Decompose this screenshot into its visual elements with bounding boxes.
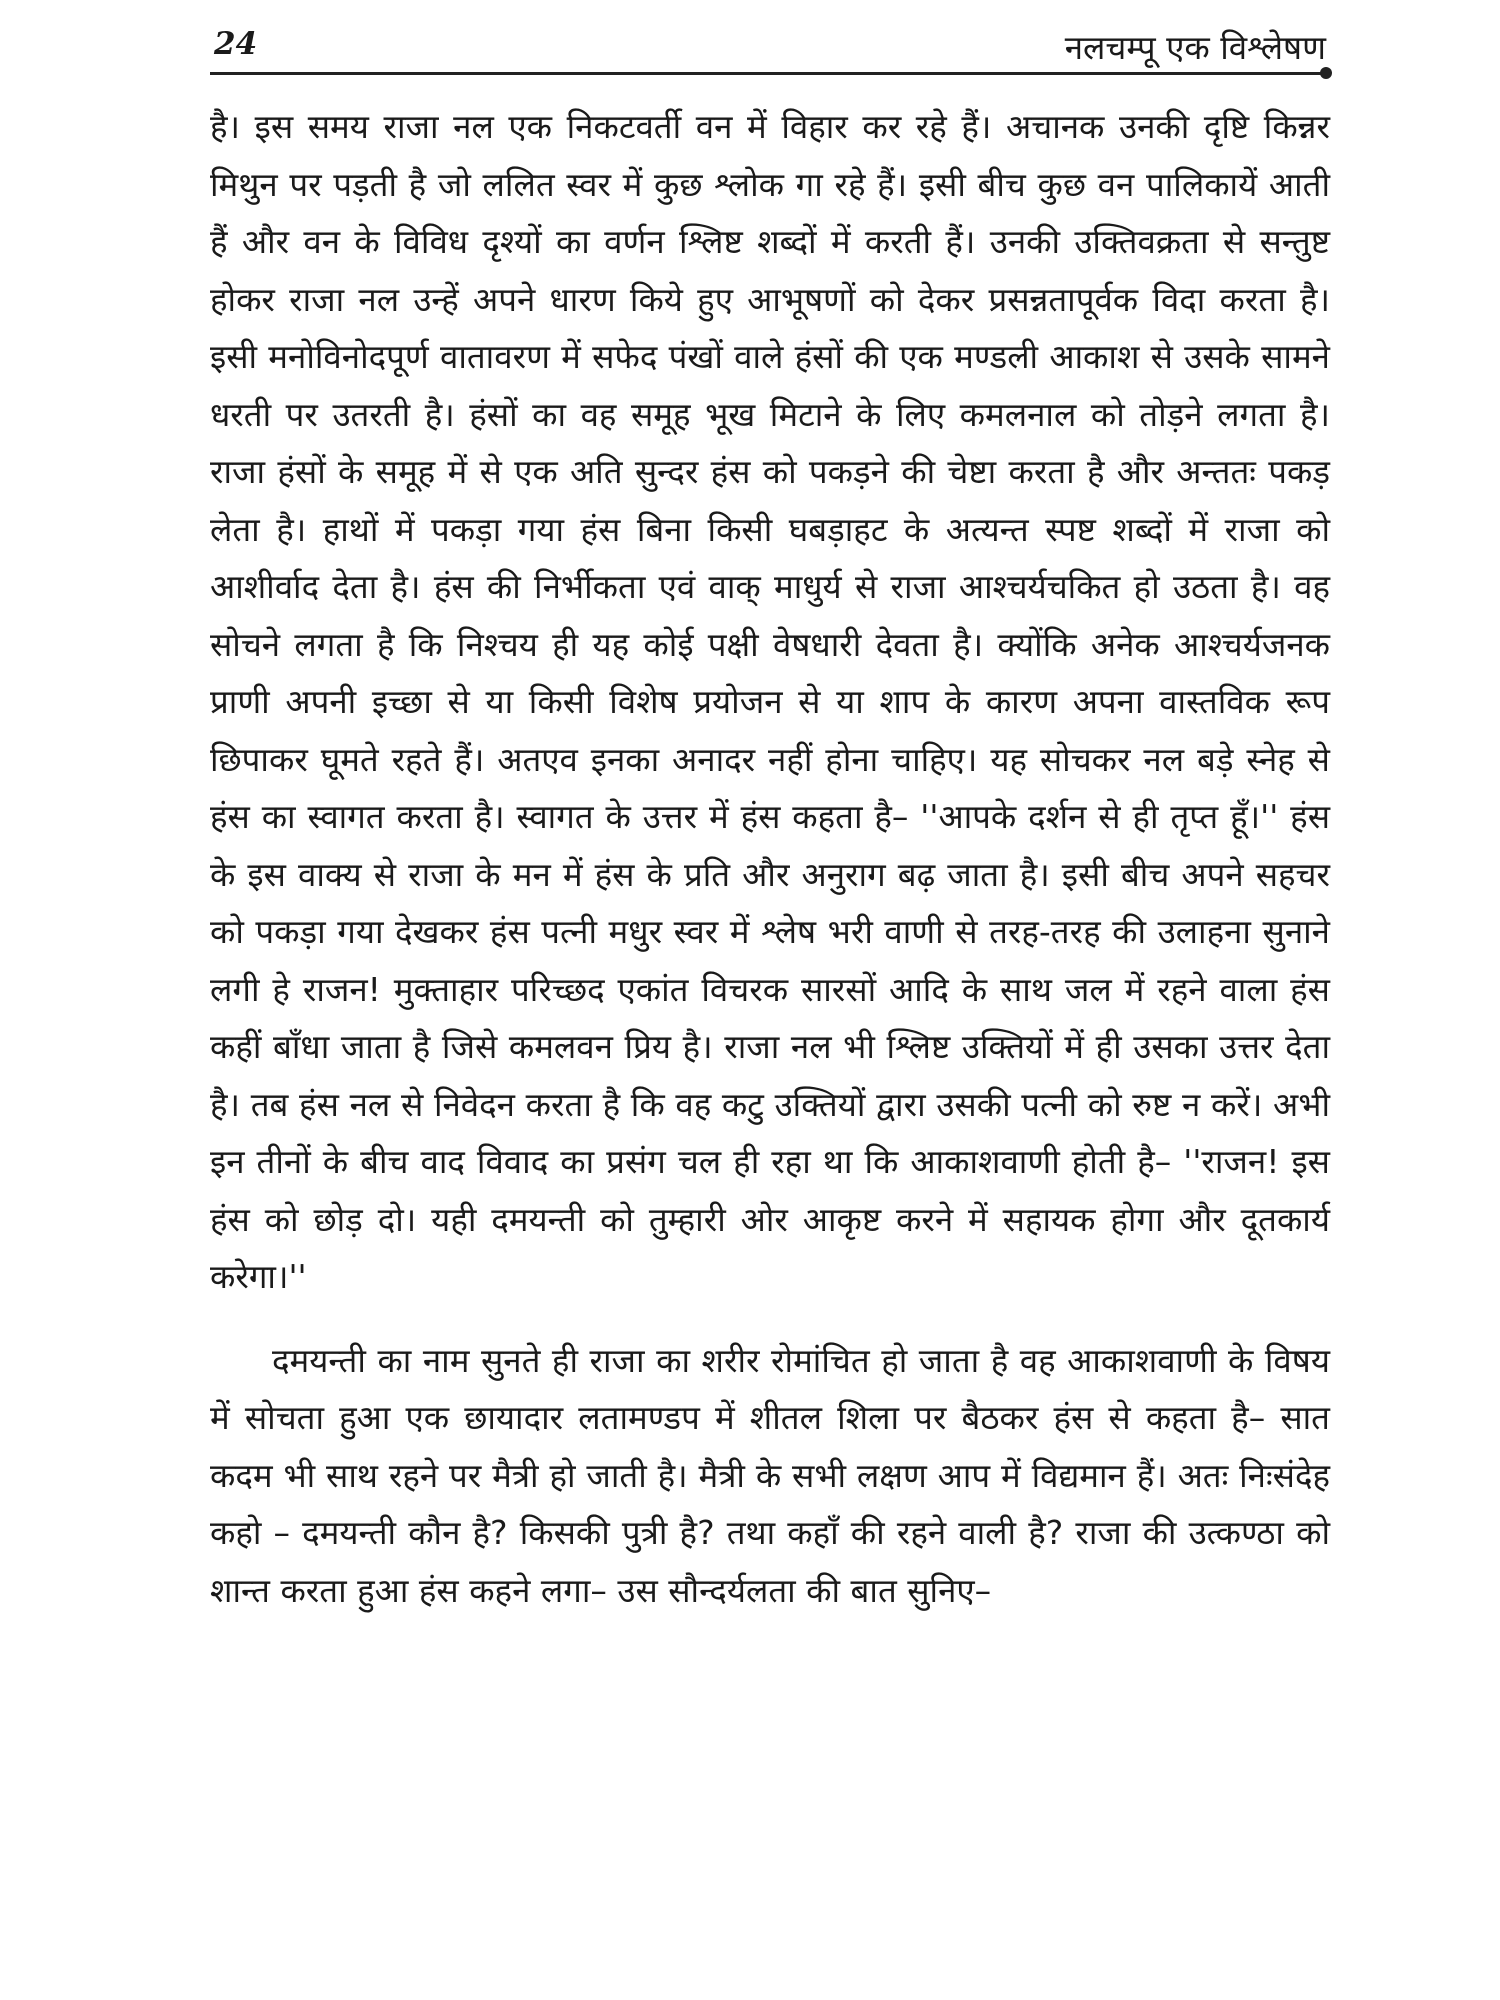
page-header (210, 22, 1330, 82)
header-rule (210, 72, 1324, 75)
paragraph-2: दमयन्ती का नाम सुनते ही राजा का शरीर रोमांचित हो जाता है वह आकाशवाणी के विषय में सोचता हुआ एक छायादार लतामण्डप में शीतल शिला पर बैठकर हंस से कहता है– सात कदम भी साथ रहने पर मैत्री हो जाती है। मैत्री के सभी लक्षण आप में विद्यमान हैं। अतः निःसंदेह कहो – दमयन्ती कौन है? किसकी पुत्री है? तथा कहाँ की रहने वाली है? राजा की उत्कण्ठा को शान्त करता हुआ हंस कहने लगा– उस सौन्दर्यलता की बात सुनिए– (210, 1340, 1330, 1610)
running-title: नलचम्पू एक विश्लेषण (1064, 28, 1326, 67)
header-rule-dot (1320, 67, 1332, 79)
body-text (210, 98, 1330, 1619)
page-number: 24 (214, 26, 258, 62)
paragraph-1: है। इस समय राजा नल एक निकटवर्ती वन में विहार कर रहे हैं। अचानक उनकी दृष्टि किन्नर मिथुन पर पड़ती है जो ललित स्वर में कुछ श्लोक गा रहे हैं। इसी बीच कुछ वन पालिकायें आती हैं और वन के विविध दृश्यों का वर्णन श्लिष्ट शब्दों में करती हैं। उनकी उक्तिवक्रता से सन्तुष्ट होकर राजा नल उन्हें अपने धारण किये हुए आभूषणों को देकर प्रसन्नतापूर्वक विदा करता है। इसी मनोविनोदपूर्ण वातावरण में सफेद पंखों वाले हंसों की एक मण्डली आकाश से उसके सामने धरती पर उतरती है। हंसों का वह समूह भूख मिटाने के लिए कमलनाल को तोड़ने लगता है। राजा हंसों के समूह में से एक अति सुन्दर हंस को पकड़ने की चेष्टा करता है और अन्ततः पकड़ लेता है। हाथों में पकड़ा गया हंस बिना किसी घबड़ाहट के अत्यन्त स्पष्ट शब्दों में राजा को आशीर्वाद देता है। हंस की निर्भीकता एवं वाक् माधुर्य से राजा आश्चर्यचकित हो उठता है। वह सोचने लगता है कि निश्चय ही यह कोई पक्षी वेषधारी देवता है। क्योंकि अनेक आश्चर्यजनक प्राणी अपनी इच्छा से या किसी विशेष प्रयोजन से या शाप के कारण अपना वास्तविक रूप छिपाकर घूमते रहते हैं। अतएव इनका अनादर नहीं होना चाहिए। यह सोचकर नल बड़े स्नेह से हंस का स्वागत करता है। स्वागत के उत्तर में हंस कहता है– ''आपके दर्शन से ही तृप्त हूँ।'' हंस के इस वाक्य से राजा के मन में हंस के प्रति और अनुराग बढ़ जाता है। इसी बीच अपने सहचर को पकड़ा गया देखकर हंस पत्नी मधुर स्वर में श्लेष भरी वाणी से तरह-तरह की उलाहना सुनाने लगी हे राजन! मुक्ताहार परिच्छद एकांत विचरक सारसों आदि के साथ जल में रहने वाला हंस कहीं बाँधा जाता है जिसे कमलवन प्रिय है। राजा नल भी श्लिष्ट उक्तियों में ही उसका उत्तर देता है। तब हंस नल से निवेदन करता है कि वह कटु उक्तियों द्वारा उसकी पत्नी को रुष्ट न करें। अभी इन तीनों के बीच वाद विवाद का प्रसंग चल ही रहा था कि आकाशवाणी होती है– ''राजन! इस हंस को छोड़ दो। यही दमयन्ती को तुम्हारी ओर आकृष्ट करने में सहायक होगा और दूतकार्य करेगा।'' (210, 107, 1330, 1296)
